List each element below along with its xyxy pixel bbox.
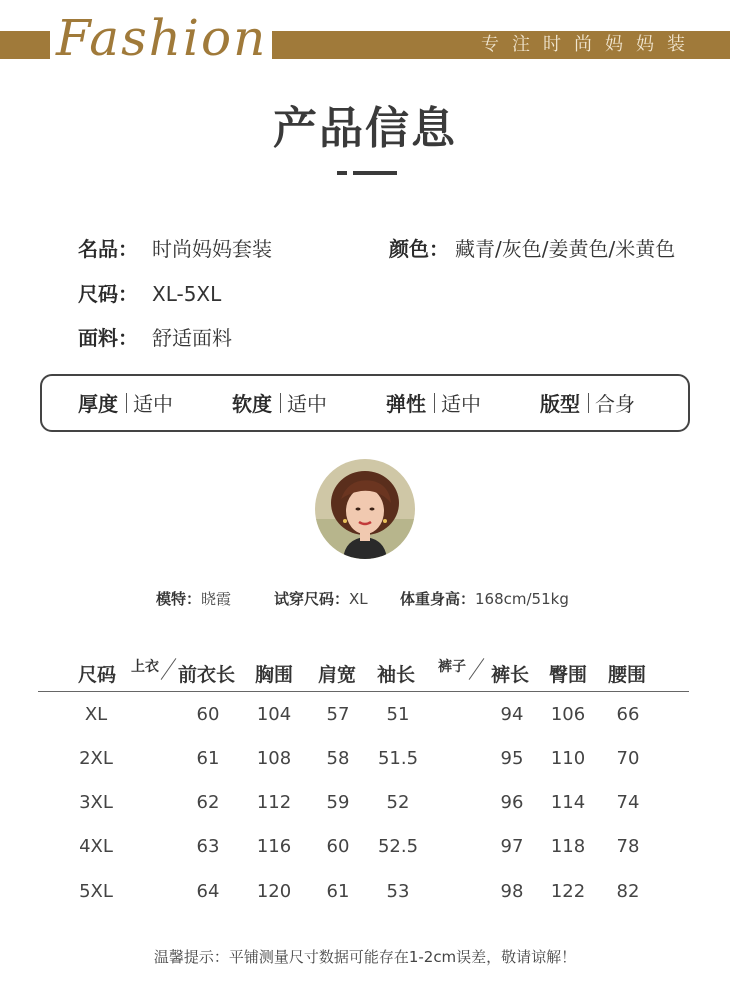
table-header-col-0: 前衣长 [178, 664, 236, 686]
table-cell: 94 [500, 704, 524, 725]
table-cell: 108 [256, 748, 292, 769]
product-fabric-row [78, 322, 232, 351]
table-cell: 66 [616, 704, 640, 725]
table-cell: 120 [256, 881, 292, 902]
table-cell: 116 [256, 836, 292, 857]
table-header-col-5: 臀围 [549, 664, 588, 686]
table-cell: 58 [326, 748, 350, 769]
table-cell: 53 [386, 881, 410, 902]
table-cell: 51.5 [377, 748, 419, 769]
table-header-rule [38, 691, 689, 692]
product-name-value: 时尚妈妈套装 [152, 237, 272, 261]
table-cell: 51 [386, 704, 410, 725]
model-trial-size: 试穿尺码：XL [274, 590, 368, 608]
table-cell: 106 [550, 704, 586, 725]
table-cell: 112 [256, 792, 292, 813]
table-cell: 96 [500, 792, 524, 813]
property-fit: 版型 合身 [540, 392, 635, 416]
header-banner [0, 0, 730, 80]
table-cell: 114 [550, 792, 586, 813]
table-header-col-2: 肩宽 [318, 664, 357, 686]
table-cell: 82 [616, 881, 640, 902]
product-color-label: 颜色： [389, 237, 449, 261]
table-cell: 62 [196, 792, 220, 813]
product-color-row [389, 233, 675, 262]
table-cell: 78 [616, 836, 640, 857]
table-cell: 104 [256, 704, 292, 725]
brand-slogan: 专注时尚妈妈装 [481, 34, 698, 55]
table-header-col-6: 腰围 [608, 664, 647, 686]
product-size-value: XL-5XL [152, 282, 222, 306]
table-header-col-1: 胸围 [255, 664, 294, 686]
table-header-col-3: 袖长 [377, 664, 416, 686]
table-header-col-4: 裤长 [491, 664, 530, 686]
table-cell-size: 3XL [79, 792, 113, 813]
table-cell: 61 [326, 881, 350, 902]
table-cell: 60 [326, 836, 350, 857]
model-name: 模特：晓霞 [156, 590, 232, 608]
page-title: 产品信息 [273, 103, 457, 154]
property-softness: 软度 适中 [232, 392, 327, 416]
table-cell: 97 [500, 836, 524, 857]
table-cell-size: 2XL [79, 748, 113, 769]
table-cell: 63 [196, 836, 220, 857]
table-cell: 74 [616, 792, 640, 813]
product-size-label: 尺码： [78, 282, 138, 306]
properties-box [40, 374, 690, 432]
table-cell: 61 [196, 748, 220, 769]
product-fabric-label: 面料： [78, 326, 138, 350]
property-elasticity: 弹性 适中 [386, 392, 481, 416]
table-pants-slash [469, 658, 485, 680]
product-size-row [78, 278, 221, 307]
model-body: 体重身高：168cm/51kg [400, 590, 569, 608]
table-cell: 52 [386, 792, 410, 813]
table-cell: 118 [550, 836, 586, 857]
model-avatar [315, 459, 415, 559]
table-cell: 60 [196, 704, 220, 725]
brand-logo: Fashion [56, 9, 268, 67]
table-pants-group-label: 裤子 [438, 659, 466, 675]
banner-bar-left [0, 31, 50, 59]
property-thickness: 厚度 适中 [78, 392, 173, 416]
product-name-row [78, 233, 272, 262]
table-cell: 95 [500, 748, 524, 769]
table-header-size: 尺码 [78, 664, 117, 686]
table-cell-size: 4XL [79, 836, 113, 857]
table-cell: 98 [500, 881, 524, 902]
table-top-group-label: 上衣 [131, 659, 159, 675]
product-color-value: 藏青/灰色/姜黄色/米黄色 [455, 237, 676, 261]
table-cell: 122 [550, 881, 586, 902]
product-fabric-value: 舒适面料 [152, 326, 232, 350]
table-cell: 52.5 [377, 836, 419, 857]
table-cell-size: 5XL [79, 881, 113, 902]
table-cell: 59 [326, 792, 350, 813]
table-cell-size: XL [84, 704, 108, 725]
table-cell: 64 [196, 881, 220, 902]
table-cell: 110 [550, 748, 586, 769]
product-name-label: 名品： [78, 237, 138, 261]
measurement-note: 温馨提示：平铺测量尺寸数据可能存在1-2cm误差，敬请谅解！ [153, 948, 577, 966]
table-cell: 70 [616, 748, 640, 769]
table-cell: 57 [326, 704, 350, 725]
table-top-slash [161, 658, 177, 680]
